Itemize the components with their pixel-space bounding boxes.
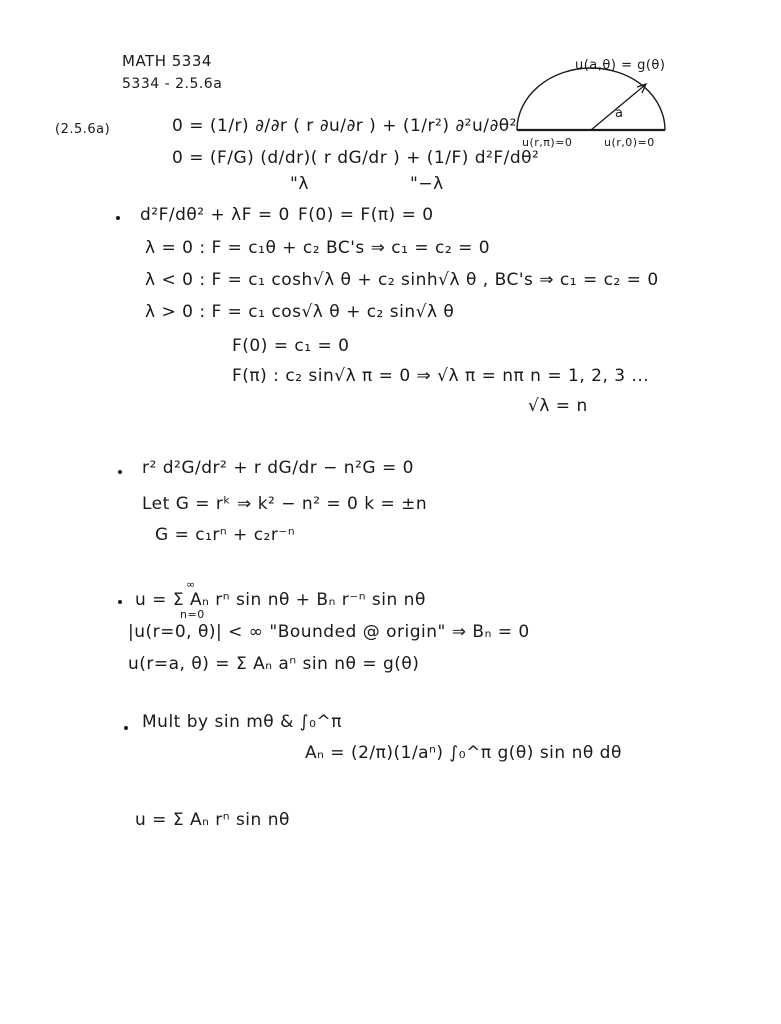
- series-general: u = Σ Aₙ rⁿ sin nθ + Bₙ r⁻ⁿ sin nθ: [135, 590, 426, 610]
- f-at-zero: F(0) = c₁ = 0: [232, 336, 350, 356]
- pde-line-1: 0 = (1/r) ∂/∂r ( r ∂u/∂r ) + (1/r²) ∂²u/∂θ²: [172, 116, 517, 136]
- pde-lambda-left: "λ: [290, 174, 309, 194]
- diagram-left-bc: u(r,π)=0: [522, 136, 573, 149]
- diagram-radius-label: a: [615, 106, 624, 121]
- final-solution: u = Σ Aₙ rⁿ sin nθ: [135, 810, 290, 830]
- case-lambda-negative: λ < 0 : F = c₁ cosh√λ θ + c₂ sinh√λ θ , BC's ⇒ c₁ = c₂ = 0: [145, 270, 659, 290]
- problem-tag: (2.5.6a): [55, 122, 111, 137]
- f-at-pi: F(π) : c₂ sin√λ π = 0 ⇒ √λ π = nπ n = 1, 2, 3 ...: [232, 366, 650, 386]
- theta-bcs: F(0) = F(π) = 0: [298, 205, 434, 225]
- bounded-condition: |u(r=0, θ)| < ∞ "Bounded @ origin" ⇒ Bₙ = 0: [128, 622, 530, 642]
- case-lambda-zero: λ = 0 : F = c₁θ + c₂ BC's ⇒ c₁ = c₂ = 0: [145, 238, 491, 258]
- bullet-coefficients: [124, 726, 128, 730]
- semicircle-arc: [517, 68, 665, 130]
- course-title: MATH 5334: [122, 52, 212, 70]
- bullet-radial: [118, 470, 122, 474]
- boundary-condition: u(r=a, θ) = Σ Aₙ aⁿ sin nθ = g(θ): [128, 654, 420, 674]
- orthogonality-step: Mult by sin mθ & ∫₀^π: [142, 712, 342, 732]
- pde-lambda-right: "−λ: [410, 174, 444, 194]
- coefficient-formula: Aₙ = (2/π)(1/aⁿ) ∫₀^π g(θ) sin nθ dθ: [305, 743, 622, 763]
- radial-general-solution: G = c₁rⁿ + c₂r⁻ⁿ: [155, 525, 296, 545]
- sqrt-lambda-result: √λ = n: [528, 396, 588, 416]
- theta-ode: d²F/dθ² + λF = 0: [140, 205, 290, 225]
- radial-ansatz: Let G = rᵏ ⇒ k² − n² = 0 k = ±n: [142, 494, 428, 514]
- pde-line-2: 0 = (F/G) (d/dr)( r dG/dr ) + (1/F) d²F/dθ²: [172, 148, 540, 168]
- sum-upper-limit: ∞: [186, 578, 196, 591]
- case-lambda-positive: λ > 0 : F = c₁ cos√λ θ + c₂ sin√λ θ: [145, 302, 455, 322]
- diagram-top-label: u(a,θ) = g(θ): [575, 58, 666, 73]
- diagram-right-bc: u(r,0)=0: [604, 136, 655, 149]
- radial-ode: r² d²G/dr² + r dG/dr − n²G = 0: [142, 458, 414, 478]
- problem-id: 5334 - 2.5.6a: [122, 76, 223, 92]
- bullet-theta: [116, 216, 120, 220]
- bullet-series: [118, 600, 122, 604]
- sum-lower-limit: n=0: [180, 608, 205, 621]
